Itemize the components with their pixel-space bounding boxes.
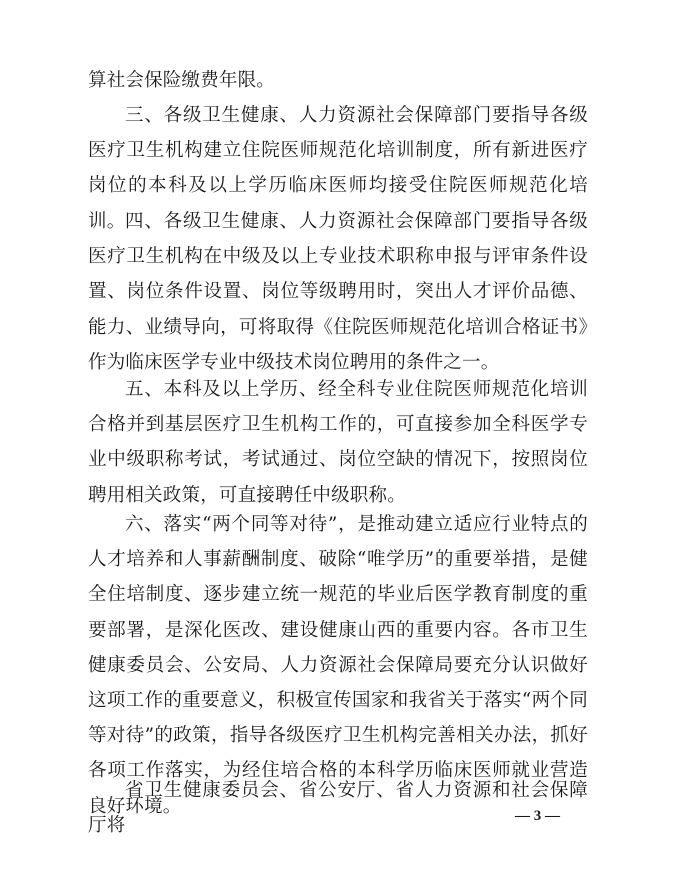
paragraph-item-6: 六、落实“两个同等对待”，是推动建立适应行业特点的人才培养和人事薪酬制度、破除“唯学历”的重要举措，是健全住培制度、逐步建立统一规范的毕业后医学教育制度的重要部署，是深化医改、建设健康山西的重要内容。各市卫生健康委员会、公安局、人力资源社会保障局要充分认识做好这项工作的重要意义，积极宣传国家和我省关于落实“两个同等对待”的政策，指导各级医疗卫生机构完善相关办法，抓好各项工作落实，为经住培合格的本科学历临床医师就业营造良好环境。 — [88, 514, 588, 817]
paragraph-item-5: 五、本科及以上学历、经全科专业住院医师规范化培训合格并到基层医疗卫生机构工作的，可直接参加全科医学专业中级职称考试，考试通过、岗位空缺的情况下，按照岗位聘用相关政策，可直接聘任中级职称。 — [88, 379, 588, 506]
paragraph-item-3: 三、各级卫生健康、人力资源社会保障部门要指导各级医疗卫生机构建立住院医师规范化培训制度，所有新进医疗岗位的本科及以上学历临床医师均接受住院医师规范化培训。 — [88, 105, 588, 232]
page-number: — 3 — — [515, 808, 560, 824]
paragraph-item-4: 四、各级卫生健康、人力资源社会保障部门要指导各级医疗卫生机构在中级及以上专业技术职称申报与评审条件设置、岗位条件设置、岗位等级聘用时，突出人才评价品德、能力、业绩导向，可将取得《住院医师规范化培训合格证书》作为临床医学专业中级技术岗位聘用的条件之一。 — [88, 211, 588, 373]
paragraph-closing: 省卫生健康委员会、省公安厅、省人力资源和社会保障厅将 — [88, 780, 588, 837]
paragraph-continuation: 算社会保险缴费年限。 — [88, 70, 276, 91]
